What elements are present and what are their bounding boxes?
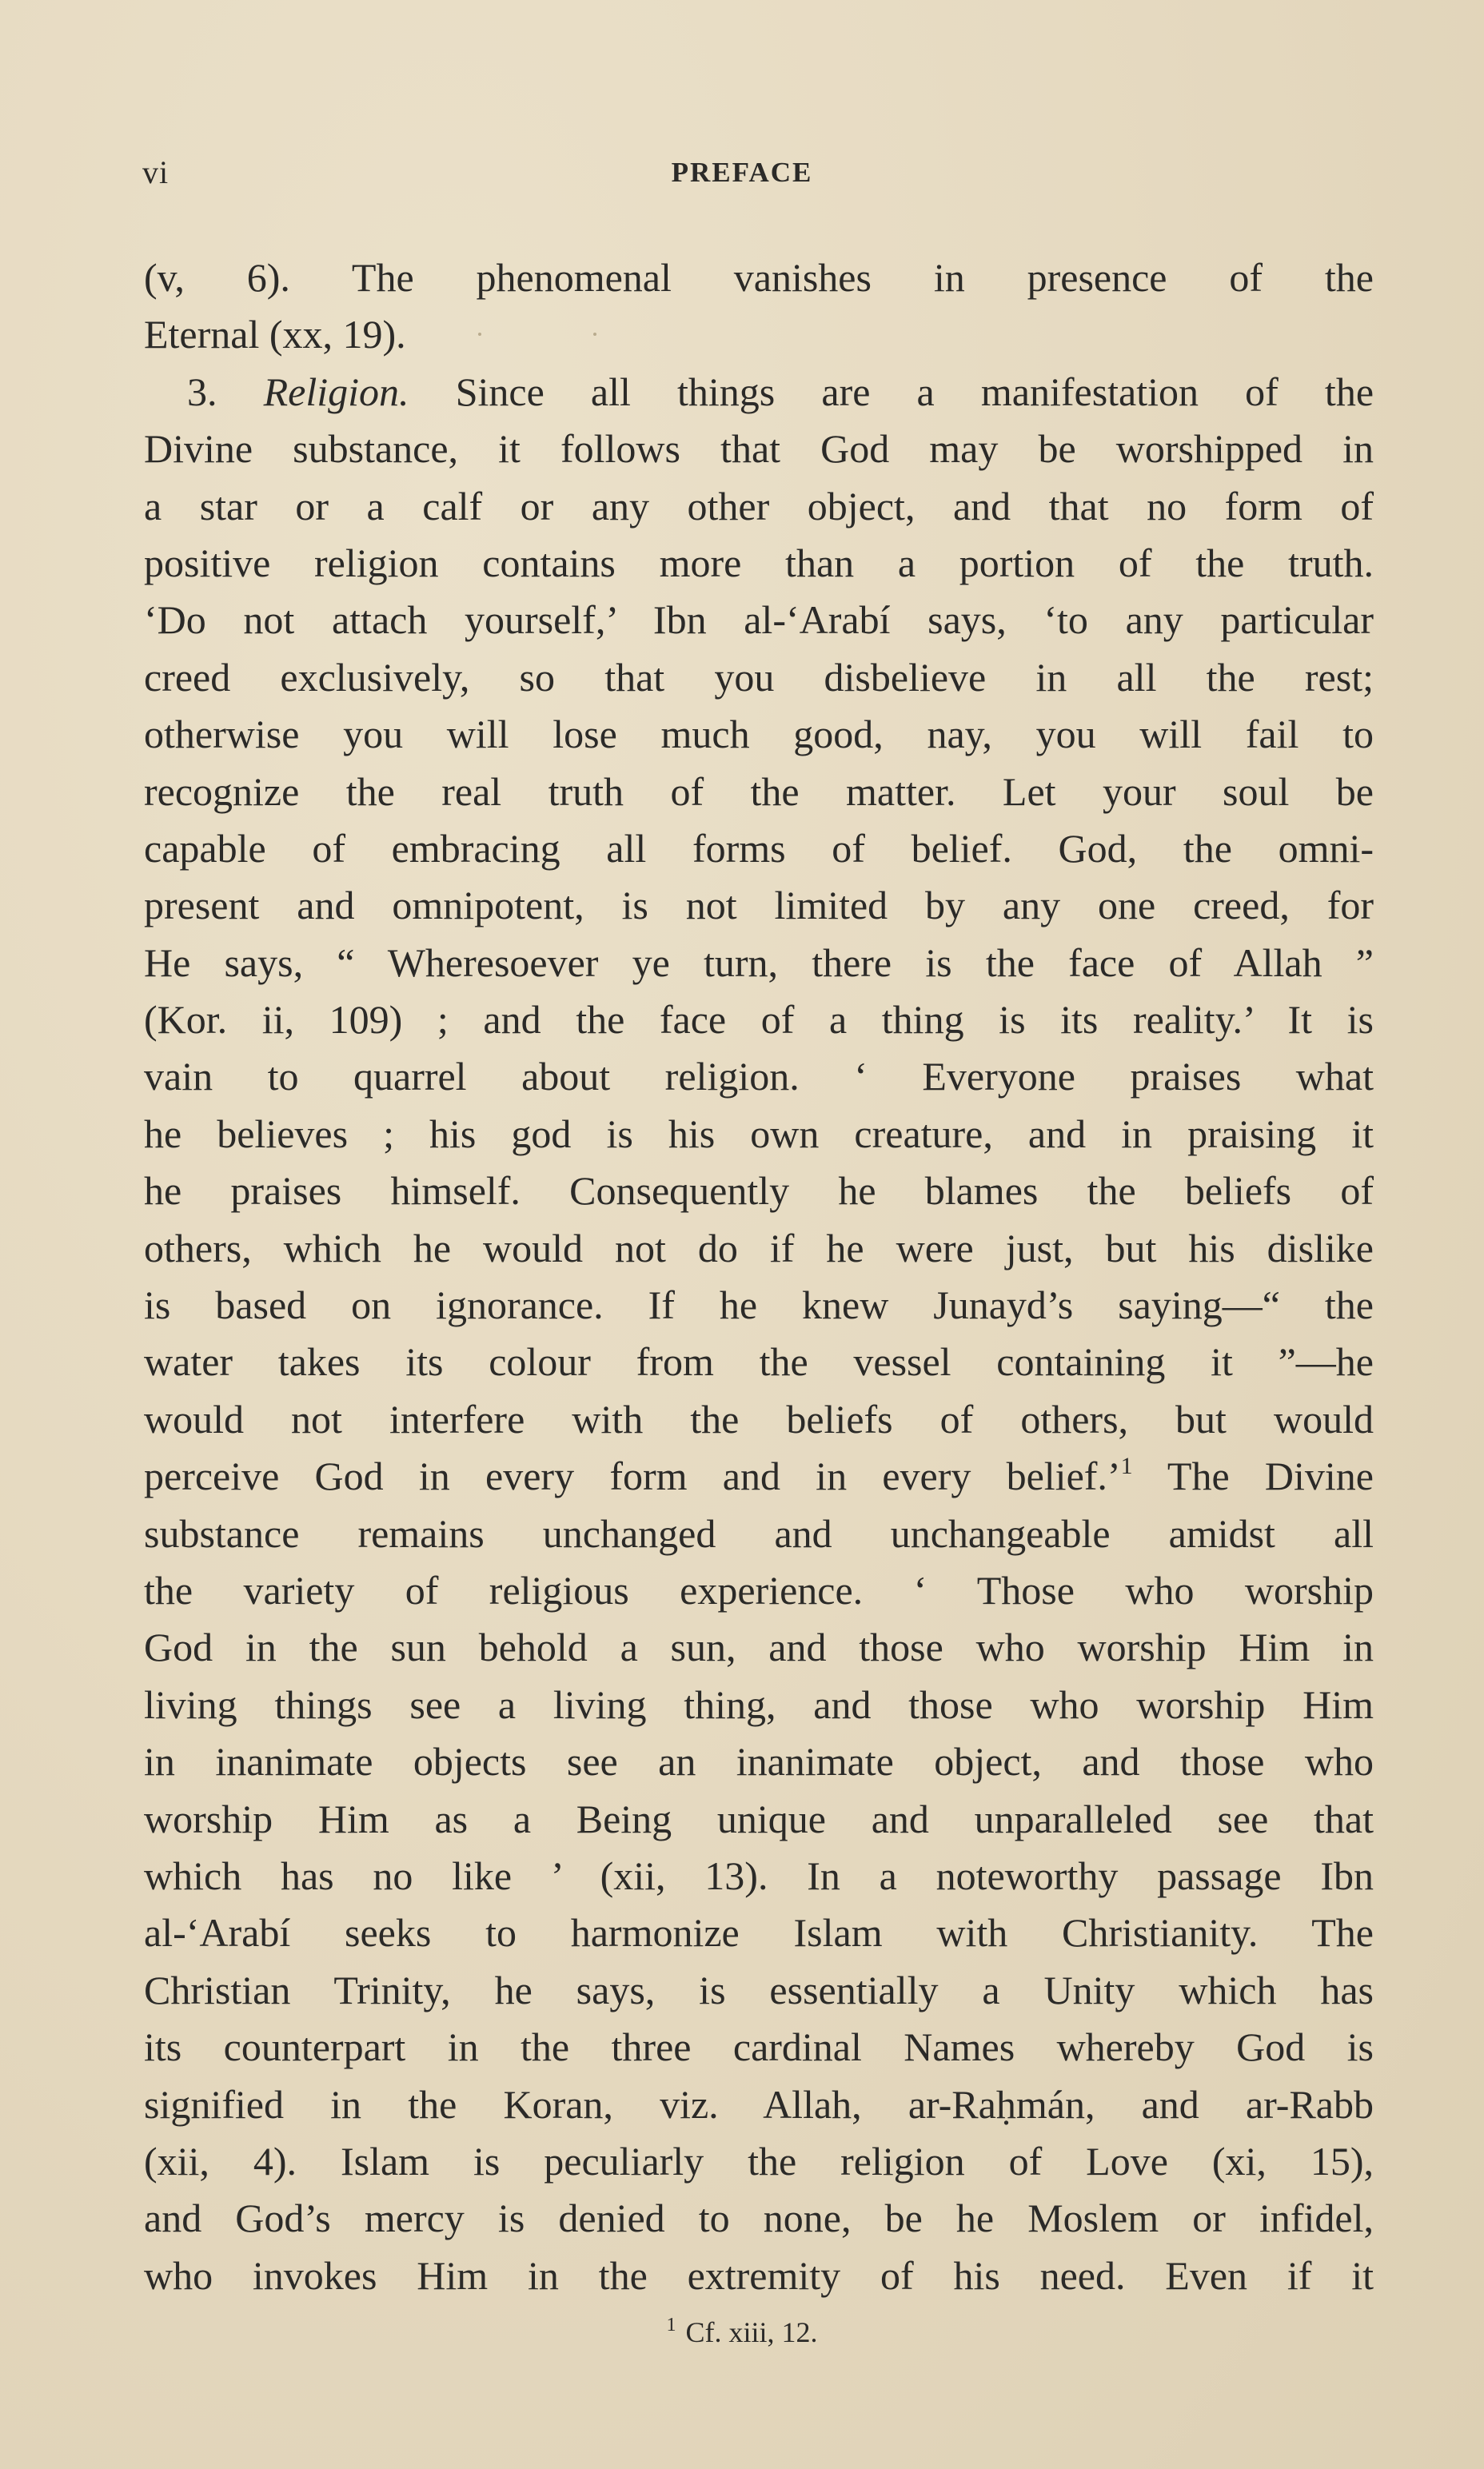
text-line-6: positive religion contains more than a portion of the truth. bbox=[144, 540, 1374, 585]
text-line-14: (Kor. ii, 109) ; and the face of a thing is its reality.’ It is bbox=[144, 997, 1374, 1043]
text-line-33: signified in the Koran, viz. Allah, ar-Raḥmán, and ar-Rabb bbox=[144, 2081, 1374, 2127]
text-line-36: who invokes Him in the extremity of his need. Even if it bbox=[144, 2252, 1374, 2298]
text-line-18: others, which he would not do if he were just, but his dislike bbox=[144, 1225, 1374, 1270]
text-line-19: is based on ignorance. If he knew Junayd’s saying—“ the bbox=[144, 1282, 1374, 1328]
text-line-16: he believes ; his god is his own creature, and in praising it bbox=[144, 1111, 1374, 1156]
paper-speck bbox=[593, 333, 596, 336]
text-line-28: worship Him as a Being unique and unparalleled see that bbox=[144, 1796, 1374, 1841]
text-line-12: present and omnipotent, is not limited by any one creed, for bbox=[144, 883, 1374, 928]
text-line-30: al-‘Arabí seeks to harmonize Islam with Christianity. The bbox=[144, 1910, 1374, 1956]
text-line-24: the variety of religious experience. ‘ Those who worship bbox=[144, 1567, 1374, 1613]
text-line-4: Divine substance, it follows that God may be worshipped in bbox=[144, 426, 1374, 472]
footnote-reference: 1 bbox=[1120, 1453, 1133, 1480]
text-line-5: a star or a calf or any other object, and that no form of bbox=[144, 483, 1374, 529]
paper-speck bbox=[478, 333, 481, 336]
footnote-mark: 1 bbox=[666, 2315, 676, 2335]
text-line-11: capable of embracing all forms of belief. God, the omni- bbox=[144, 825, 1374, 871]
text-line-23: substance remains unchanged and unchangeable amidst all bbox=[144, 1510, 1374, 1556]
text-line-22 bbox=[144, 1448, 1374, 1505]
running-head: PREFACE bbox=[671, 157, 813, 188]
section-text: Since all things are a manifestation of the bbox=[455, 369, 1374, 414]
text-line-21: would not interfere with the beliefs of others, but would bbox=[144, 1396, 1374, 1442]
text-line-32: its counterpart in the three cardinal Names whereby God is bbox=[144, 2024, 1374, 2070]
footnote bbox=[0, 2315, 1484, 2349]
text-line-1: (v, 6). The phenomenal vanishes in presence of the bbox=[144, 255, 1374, 300]
text-line-15: vain to quarrel about religion. ‘ Everyone praises what bbox=[144, 1054, 1374, 1099]
text-line-29: which has no like ’ (xii, 13). In a noteworthy passage Ibn bbox=[144, 1853, 1374, 1898]
text-line-25: God in the sun behold a sun, and those who worship Him in bbox=[144, 1625, 1374, 1670]
page-number: vi bbox=[142, 154, 170, 190]
text-line-26: living things see a living thing, and those who worship Him bbox=[144, 1681, 1374, 1727]
text-line-3 bbox=[144, 364, 1374, 421]
body-text bbox=[144, 249, 1374, 2304]
text-line-34: (xii, 4). Islam is peculiarly the religion of Love (xi, 15), bbox=[144, 2138, 1374, 2184]
section-number: 3. bbox=[187, 369, 217, 414]
text-line-2: Eternal (xx, 19). bbox=[144, 312, 406, 357]
footnote-text: Cf. xiii, 12. bbox=[685, 2316, 818, 2348]
text-line-31: Christian Trinity, he says, is essentially a Unity which has bbox=[144, 1967, 1374, 2012]
section-heading-religion: Religion. bbox=[263, 369, 409, 414]
text-line-10: recognize the real truth of the matter. Let your soul be bbox=[144, 768, 1374, 814]
text-line-27: in inanimate objects see an inanimate object, and those who bbox=[144, 1739, 1374, 1785]
text-line-7: ‘Do not attach yourself,’ Ibn al-‘Arabí says, ‘to any particular bbox=[144, 597, 1374, 643]
text-line-20: water takes its colour from the vessel containing it ”—he bbox=[144, 1339, 1374, 1385]
text-line-17: he praises himself. Consequently he blames the beliefs of bbox=[144, 1168, 1374, 1214]
text-line-8: creed exclusively, so that you disbelieve in all the rest; bbox=[144, 654, 1374, 700]
text-line-9: otherwise you will lose much good, nay, you will fail to bbox=[144, 712, 1374, 757]
text-line-35: and God’s mercy is denied to none, be he Moslem or infidel, bbox=[144, 2196, 1374, 2241]
line22-text-before: perceive God in every form and in every belief.’ bbox=[144, 1454, 1121, 1499]
line22-text-after: The Divine bbox=[1167, 1454, 1374, 1499]
text-line-13: He says, “ Wheresoever ye turn, there is the face of Allah ” bbox=[144, 939, 1374, 985]
